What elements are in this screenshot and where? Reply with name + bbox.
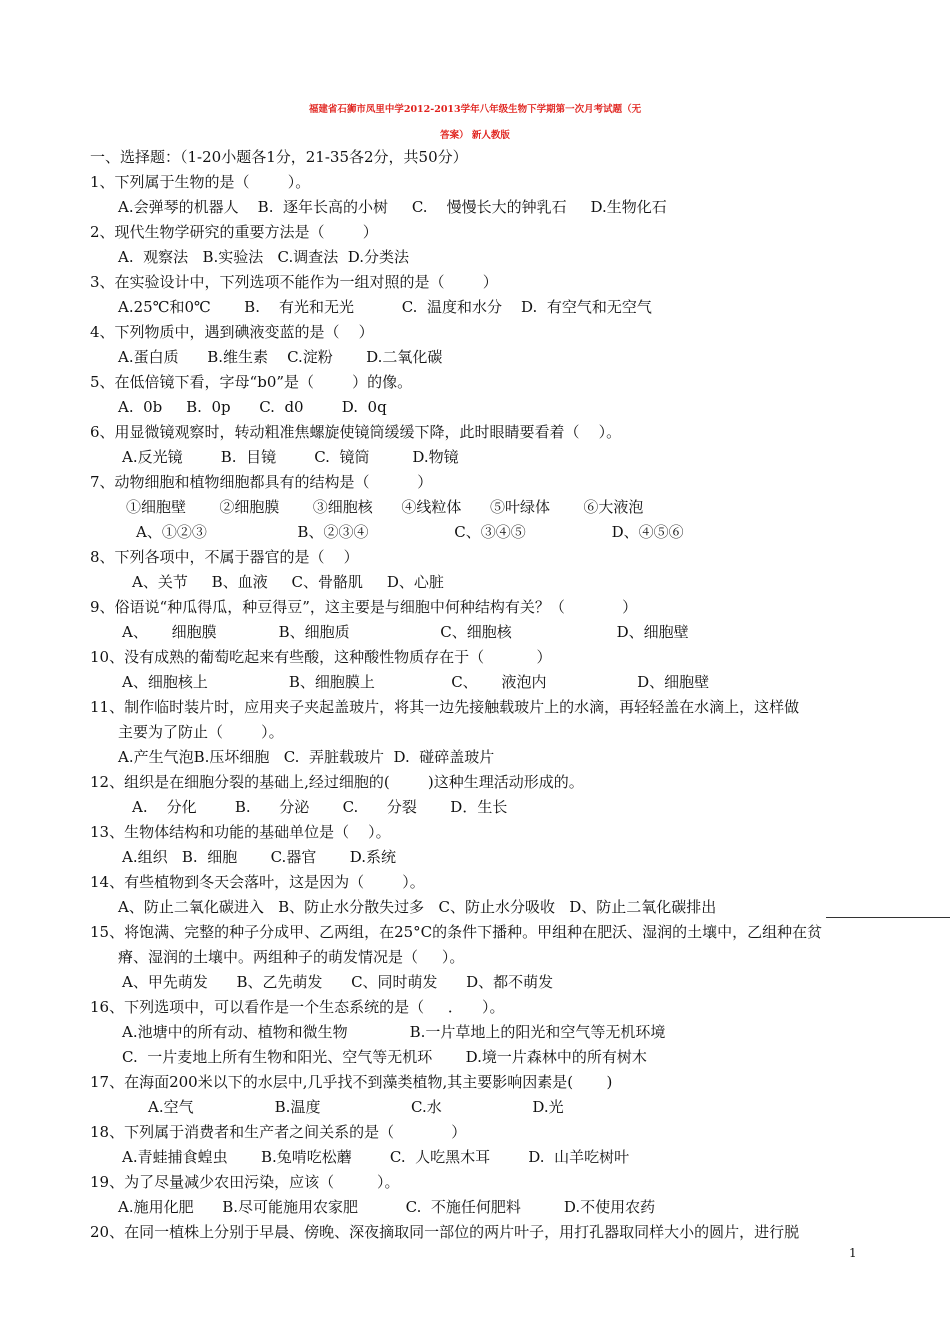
- question-4-options: A.蛋白质 B.维生素 C.淀粉 D.二氧化碳: [118, 348, 443, 366]
- question-18-options: A.青蛙捕食蝗虫 B.兔啃吃松蘑 C. 人吃黑木耳 D. 山羊吃树叶: [122, 1148, 630, 1166]
- question-16-options-ab: A.池塘中的所有动、植物和微生物 B.一片草地上的阳光和空气等无机环境: [122, 1023, 666, 1041]
- question-15: 15、将饱满、完整的种子分成甲、乙两组，在25°C的条件下播种。甲组种在肥沃、湿润的土壤中，乙组种在贫: [90, 923, 823, 941]
- question-11: 11、制作临时装片时，应用夹子夹起盖玻片，将其一边先接触载玻片上的水滴，再轻轻盖在水滴上，这样做: [90, 698, 800, 716]
- document-title-line-1: 福建省石狮市凤里中学2012-2013学年八年级生物下学期第一次月考试题（无: [308, 104, 642, 115]
- question-15-continued: 瘠、湿润的土壤中。两组种子的萌发情况是（ ）。: [118, 948, 465, 966]
- question-5: 5、在低倍镜下看，字母“b0”是（ ）的像。: [90, 373, 413, 391]
- question-16: 16、下列选项中，可以看作是一个生态系统的是（ ． ）。: [90, 998, 505, 1016]
- question-19: 19、为了尽量减少农田污染，应该（ ）。: [90, 1173, 400, 1191]
- question-10: 10、没有成熟的葡萄吃起来有些酸，这种酸性物质存在于（ ）: [90, 648, 552, 666]
- question-14: 14、有些植物到冬天会落叶，这是因为（ ）。: [90, 873, 425, 891]
- question-3-options: A.25℃和0℃ B. 有光和无光 C. 温度和水分 D. 有空气和无空气: [118, 298, 652, 316]
- question-6: 6、用显微镜观察时，转动粗准焦螺旋使镜筒缓缓下降，此时眼睛要看着（ ）。: [90, 423, 622, 441]
- question-16-options-cd: C. 一片麦地上所有生物和阳光、空气等无机环 D.境一片森林中的所有树木: [122, 1048, 647, 1066]
- question-7-options: A、①②③ B、②③④ C、③④⑤ D、④⑤⑥: [136, 523, 684, 541]
- question-4: 4、下列物质中，遇到碘液变蓝的是（ ）: [90, 323, 374, 341]
- question-19-options: A.施用化肥 B.尽可能施用农家肥 C. 不施任何肥料 D.不使用农药: [118, 1198, 656, 1216]
- question-1-options: A.会弹琴的机器人 B. 逐年长高的小树 C. 慢慢长大的钟乳石 D.生物化石: [118, 198, 667, 216]
- question-13-options: A.组织 B. 细胞 C.器官 D.系统: [122, 848, 396, 866]
- question-17-options: A.空气 B.温度 C.水 D.光: [148, 1098, 564, 1116]
- question-8: 8、下列各项中，不属于器官的是（ ）: [90, 548, 359, 566]
- question-14-options: A、防止二氧化碳进入 B、防止水分散失过多 C、防止水分吸收 D、防止二氧化碳排出: [118, 898, 717, 916]
- question-9-options: A、 细胞膜 B、细胞质 C、细胞核 D、细胞壁: [122, 623, 689, 641]
- question-9: 9、俗语说“种瓜得瓜，种豆得豆”，这主要是与细胞中何种结构有关？（ ）: [90, 598, 638, 616]
- document-title-line-2: 答案） 新人教版: [440, 130, 510, 141]
- question-11-continued: 主要为了防止（ ）。: [118, 723, 284, 741]
- question-8-options: A、关节 B、血液 C、骨骼肌 D、心脏: [132, 573, 444, 591]
- question-1: 1、下列属于生物的是（ ）。: [90, 173, 311, 191]
- question-11-options: A.产生气泡B.压坏细胞 C. 弄脏载玻片 D. 碰碎盖玻片: [118, 748, 495, 766]
- question-17: 17、在海面200米以下的水层中,几乎找不到藻类植物,其主要影响因素是( ): [90, 1073, 613, 1091]
- question-7-structures: ①细胞壁 ②细胞膜 ③细胞核 ④线粒体 ⑤叶绿体 ⑥大液泡: [126, 498, 644, 516]
- question-20: 20、在同一植株上分别于早晨、傍晚、深夜摘取同一部位的两片叶子，用打孔器取同样大小的圆片，进行脱: [90, 1223, 800, 1241]
- page-number: 1: [849, 1246, 857, 1260]
- question-2: 2、现代生物学研究的重要方法是（ ）: [90, 223, 378, 241]
- question-7: 7、动物细胞和植物细胞都具有的结构是（ ）: [90, 473, 433, 491]
- question-10-options: A、细胞核上 B、细胞膜上 C、 液泡内 D、细胞壁: [122, 673, 710, 691]
- question-12: 12、组织是在细胞分裂的基础上,经过细胞的( )这种生理活动形成的。: [90, 773, 584, 791]
- question-5-options: A. 0b B. 0p C. d0 D. 0q: [118, 398, 387, 416]
- question-6-options: A.反光镜 B. 目镜 C. 镜筒 D.物镜: [122, 448, 459, 466]
- question-13: 13、生物体结构和功能的基础单位是（ ）。: [90, 823, 391, 841]
- question-15-options: A、甲先萌发 B、乙先萌发 C、同时萌发 D、都不萌发: [122, 973, 554, 991]
- question-2-options: A. 观察法 B.实验法 C.调查法 D.分类法: [118, 248, 410, 266]
- question-18: 18、下列属于消费者和生产者之间关系的是（ ）: [90, 1123, 467, 1141]
- margin-rule: [826, 917, 950, 918]
- section-heading: 一、选择题：（1-20小题各1分，21-35各2分，共50分）: [90, 148, 468, 166]
- question-12-options: A. 分化 B. 分泌 C. 分裂 D．生长: [132, 798, 508, 816]
- question-3: 3、在实验设计中，下列选项不能作为一组对照的是（ ）: [90, 273, 498, 291]
